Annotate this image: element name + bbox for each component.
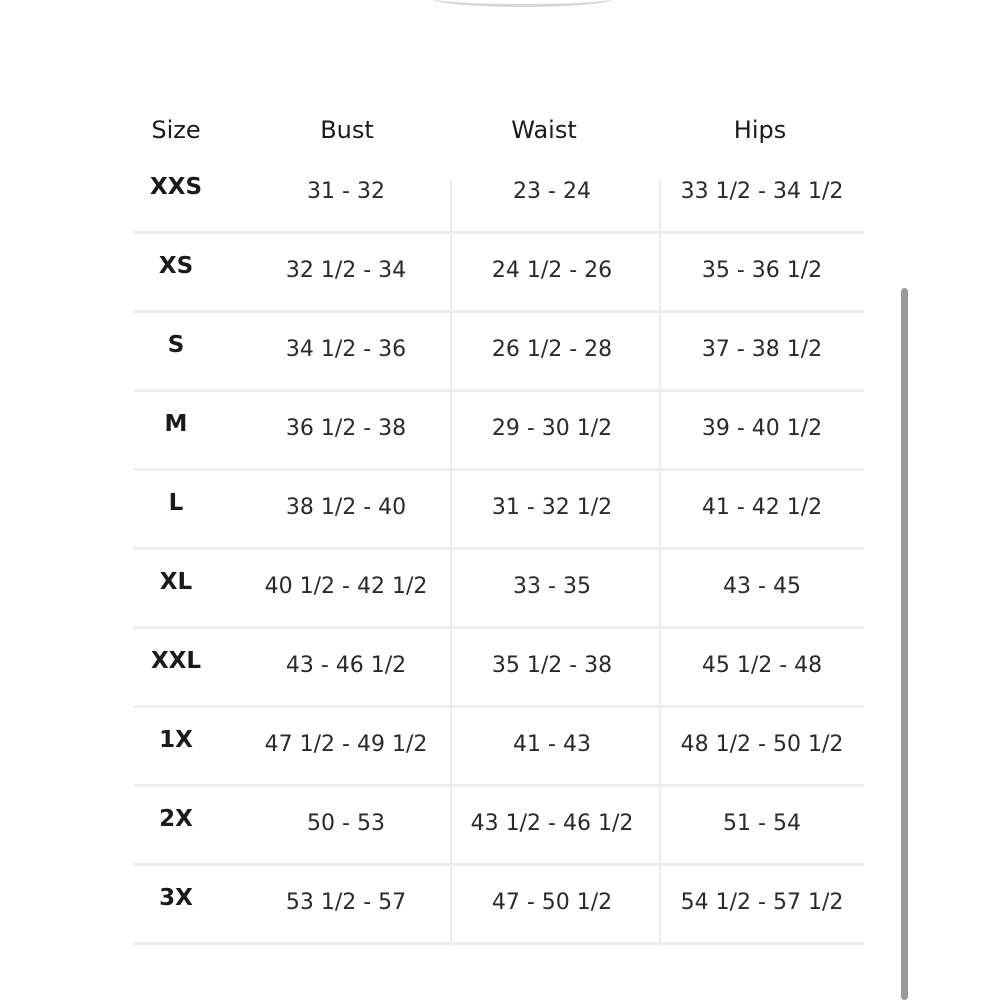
waist-value: 23 - 24 bbox=[513, 179, 591, 204]
waist-value: 24 1/2 - 26 bbox=[491, 258, 613, 283]
bust-value: 38 1/2 - 40 bbox=[285, 495, 407, 520]
table-header bbox=[0, 112, 1000, 148]
size-label: XXL bbox=[150, 648, 202, 674]
size-label: 3X bbox=[159, 885, 193, 911]
hips-value: 54 1/2 - 57 1/2 bbox=[680, 890, 844, 915]
waist-value: 29 - 30 1/2 bbox=[491, 416, 613, 441]
waist-value: 43 1/2 - 46 1/2 bbox=[470, 811, 634, 836]
table-row bbox=[134, 231, 864, 313]
sheet-handle[interactable] bbox=[432, 0, 614, 7]
bust-value: 31 - 32 bbox=[307, 179, 385, 204]
bust-value: 47 1/2 - 49 1/2 bbox=[264, 732, 428, 757]
hips-value: 33 1/2 - 34 1/2 bbox=[680, 179, 844, 204]
size-table bbox=[134, 152, 864, 946]
size-label: M bbox=[164, 411, 188, 437]
table-row bbox=[134, 784, 864, 866]
hips-value: 41 - 42 1/2 bbox=[701, 495, 823, 520]
hips-value: 35 - 36 1/2 bbox=[701, 258, 823, 283]
bust-value: 36 1/2 - 38 bbox=[285, 416, 407, 441]
waist-value: 33 - 35 bbox=[513, 574, 591, 599]
bust-value: 53 1/2 - 57 bbox=[285, 890, 407, 915]
size-label: 1X bbox=[159, 727, 193, 753]
size-label: L bbox=[168, 490, 184, 516]
size-label: S bbox=[167, 332, 185, 358]
table-row bbox=[134, 705, 864, 787]
table-row bbox=[134, 389, 864, 471]
table-row bbox=[134, 547, 864, 629]
hips-value: 45 1/2 - 48 bbox=[701, 653, 823, 678]
waist-value: 35 1/2 - 38 bbox=[491, 653, 613, 678]
hips-value: 51 - 54 bbox=[723, 811, 801, 836]
bust-value: 32 1/2 - 34 bbox=[285, 258, 407, 283]
header-waist: Waist bbox=[511, 116, 577, 144]
header-bust: Bust bbox=[320, 116, 374, 144]
size-label: XXS bbox=[149, 174, 203, 200]
waist-value: 47 - 50 1/2 bbox=[491, 890, 613, 915]
size-label: 2X bbox=[159, 806, 193, 832]
waist-value: 26 1/2 - 28 bbox=[491, 337, 613, 362]
table-row bbox=[134, 468, 864, 550]
waist-value: 31 - 32 1/2 bbox=[491, 495, 613, 520]
table-row bbox=[134, 152, 864, 234]
hips-value: 43 - 45 bbox=[723, 574, 801, 599]
bust-value: 40 1/2 - 42 1/2 bbox=[264, 574, 428, 599]
bust-value: 34 1/2 - 36 bbox=[285, 337, 407, 362]
vertical-scrollbar[interactable] bbox=[901, 288, 908, 1000]
hips-value: 48 1/2 - 50 1/2 bbox=[680, 732, 844, 757]
hips-value: 37 - 38 1/2 bbox=[701, 337, 823, 362]
header-size: Size bbox=[151, 116, 201, 144]
table-row bbox=[134, 863, 864, 945]
hips-value: 39 - 40 1/2 bbox=[701, 416, 823, 441]
waist-value: 41 - 43 bbox=[513, 732, 591, 757]
header-hips: Hips bbox=[733, 116, 787, 144]
bust-value: 43 - 46 1/2 bbox=[285, 653, 407, 678]
bust-value: 50 - 53 bbox=[307, 811, 385, 836]
table-row bbox=[134, 310, 864, 392]
size-label: XS bbox=[158, 253, 194, 279]
table-row bbox=[134, 626, 864, 708]
size-label: XL bbox=[159, 569, 193, 595]
